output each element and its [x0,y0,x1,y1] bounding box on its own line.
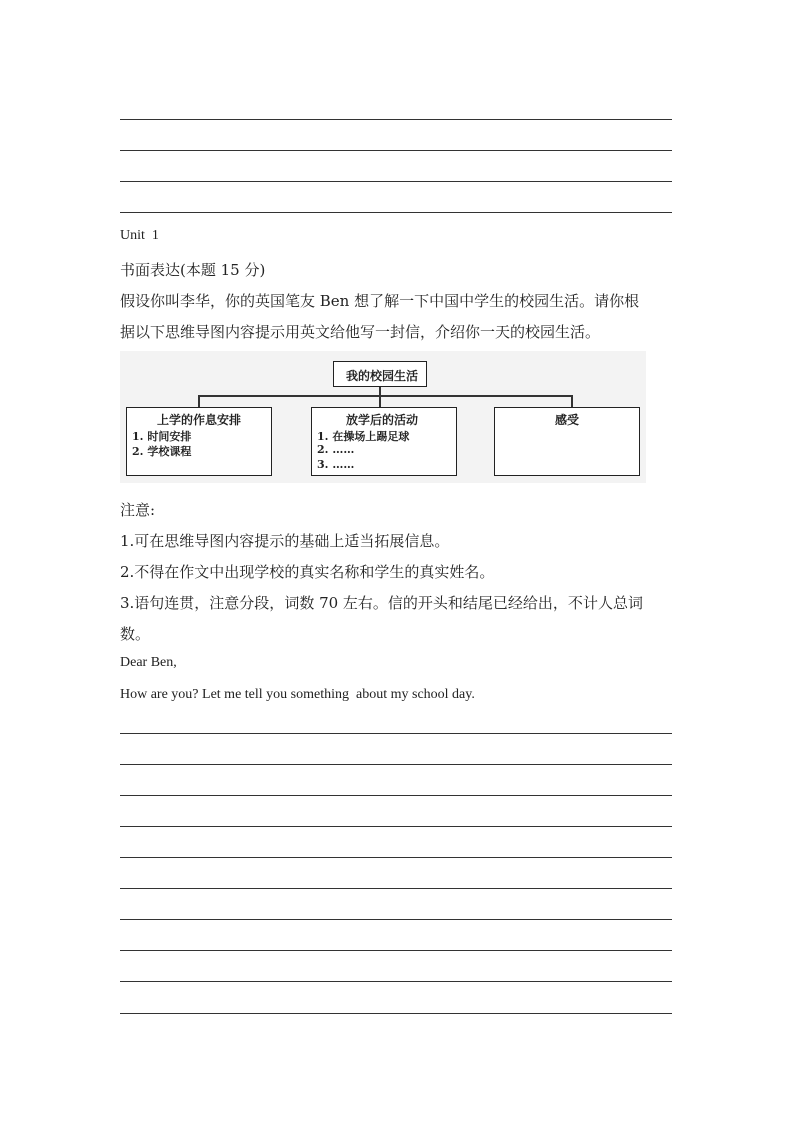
mind-map-center: 我的校园生活 [333,361,427,387]
prompt-line-1: 假设你叫李华，你的英国笔友 Ben 想了解一下中国中学生的校园生活。请你根 [120,292,640,310]
answer-line [120,150,672,151]
writing-line[interactable] [120,826,672,827]
writing-line[interactable] [120,919,672,920]
unit-title: Unit 1 [120,228,159,243]
writing-line[interactable] [120,1013,672,1014]
answer-line [120,212,672,213]
section-title: 书面表达(本题 15 分) [120,261,266,279]
writing-line[interactable] [120,733,672,734]
letter-opening: How are you? Let me tell you something about my school day. [120,687,475,702]
note-3-continued: 数。 [120,625,151,643]
connector-line [198,395,572,397]
writing-line[interactable] [120,857,672,858]
mind-map [120,351,646,483]
connector-line [379,395,381,407]
note-1: 1.可在思维导图内容提示的基础上适当拓展信息。 [120,532,450,550]
writing-line[interactable] [120,950,672,951]
writing-line[interactable] [120,981,672,982]
answer-line [120,181,672,182]
writing-line[interactable] [120,888,672,889]
mind-map-box-schedule: 上学的作息安排 1. 时间安排 2. 学校课程 [126,407,272,476]
mind-map-box-activities: 放学后的活动 1. 在操场上踢足球 2. …… 3. …… [311,407,457,476]
mind-map-box-feelings: 感受 [494,407,640,476]
connector-line [571,395,573,407]
writing-line[interactable] [120,764,672,765]
letter-salutation: Dear Ben, [120,655,177,670]
note-2: 2.不得在作文中出现学校的真实名称和学生的真实姓名。 [120,563,495,581]
prompt-line-2: 据以下思维导图内容提示用英文给他写一封信，介绍你一天的校园生活。 [120,323,601,341]
note-3: 3.语句连贯，注意分段，词数 70 左右。信的开头和结尾已经给出，不计人总词 [120,594,643,612]
writing-line[interactable] [120,795,672,796]
connector-line [198,395,200,407]
answer-line [120,119,672,120]
notes-heading: 注意: [120,501,156,519]
